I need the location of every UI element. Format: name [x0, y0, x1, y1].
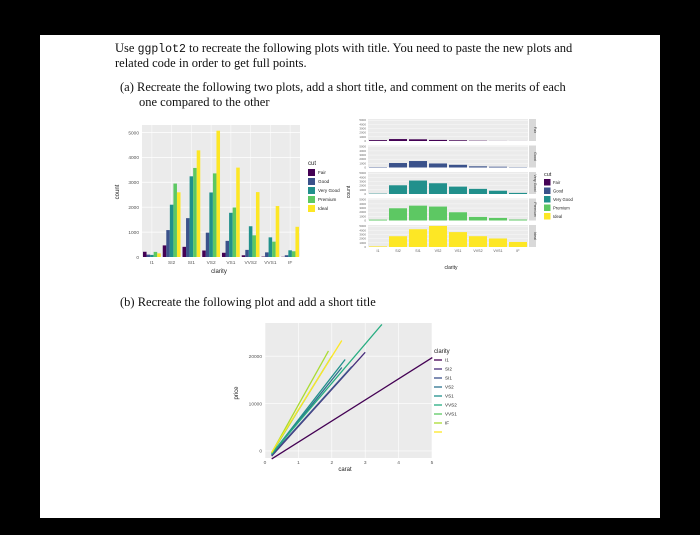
chart2-ytick: 4000: [359, 122, 366, 127]
chart1-legend-key: [308, 205, 315, 212]
chart2-ytick: 3000: [359, 126, 366, 131]
chart2-ytick: 3000: [359, 206, 366, 211]
chart2-xtick: VS1: [454, 249, 462, 253]
chart1-bar: [229, 213, 233, 257]
chart2-ytick: 0: [364, 245, 366, 249]
chart1-bar: [256, 192, 260, 257]
chart1-bar: [245, 250, 249, 257]
chart1-bar: [269, 237, 273, 257]
chart2-legend-label: Premium: [553, 205, 570, 211]
chart2-ytick: 0: [364, 165, 366, 170]
chart2-ytick: 5000: [359, 224, 366, 229]
chart2-bar: [389, 139, 407, 141]
chart2-facet-label: Ideal: [533, 232, 538, 240]
chart2-facet-label: Fair: [533, 126, 538, 134]
chart3-xtick: 0: [263, 461, 267, 466]
chart2-ytick: 2000: [359, 210, 366, 215]
chart2-xlabel: clarity: [444, 265, 458, 271]
chart2-bar: [389, 208, 407, 220]
chart1-ytick: 2000: [128, 205, 139, 211]
chart3-legend-label: VS1: [445, 393, 454, 399]
chart2-legend-key: [544, 188, 551, 195]
chart2-bar: [489, 218, 507, 221]
chart1-bar: [173, 184, 177, 257]
chart2-legend-title: cut: [544, 172, 552, 178]
chart1-bar: [182, 247, 186, 257]
chart2-ytick: 4000: [359, 228, 366, 233]
chart2-bar: [449, 187, 467, 194]
chart1-ytick: 3000: [128, 181, 139, 187]
chart2-legend-key: [544, 205, 551, 212]
chart1-xtick: IF: [287, 261, 293, 266]
chart2-bar: [489, 239, 507, 247]
chart2-legend-key: [544, 213, 551, 220]
chart1-bar: [177, 192, 181, 257]
chart2-bar: [429, 140, 447, 141]
part-b-line-1: (b) Recreate the following plot and add a short title: [120, 295, 376, 309]
chart2-ytick: 5000: [359, 118, 366, 123]
faceted-bar-chart: [346, 117, 576, 277]
chart2-ytick: 4000: [359, 175, 366, 180]
chart2-ytick: 2000: [359, 236, 366, 241]
part-a-line-1: (a) Recreate the following two plots, add a short title, and comment on the merits of each: [120, 80, 566, 94]
chart1-bar: [292, 251, 296, 257]
chart2-ytick: 5000: [359, 197, 366, 202]
chart2-bar: [469, 189, 487, 194]
chart1-bar: [166, 230, 170, 257]
chart2-bar: [389, 163, 407, 167]
instructions-line-1: Use ggplot2 to recreate the following plots with title. You need to paste the new plots and: [115, 41, 573, 56]
chart2-bar: [369, 140, 387, 141]
chart3-xtick: 1: [297, 461, 300, 466]
part-a-line-2: one compared to the other: [139, 95, 270, 109]
chart3-legend-label: I1: [445, 357, 449, 363]
chart3-xtick: 5: [430, 461, 434, 466]
chart1-bar: [288, 250, 292, 257]
ggplot2-code: ggplot2: [137, 43, 186, 56]
chart1-legend-label: Very Good: [318, 188, 340, 193]
chart1-legend-key: [308, 178, 315, 185]
chart2-bar: [469, 166, 487, 167]
chart1-bar: [265, 252, 269, 257]
chart2-xtick: SI1: [415, 249, 421, 253]
chart2-facet-label: Good: [533, 152, 538, 161]
chart1-xtick: I1: [149, 261, 154, 266]
chart2-bar: [409, 161, 427, 167]
chart1-bar: [276, 206, 280, 257]
chart2-bar: [489, 167, 507, 168]
chart1-legend-title: cut: [308, 161, 317, 167]
chart2-xtick: IF: [516, 249, 520, 253]
chart2-ytick: 0: [364, 192, 366, 196]
chart2-bar: [429, 226, 447, 247]
chart2-ytick: 1000: [359, 134, 366, 139]
chart2-legend-label: Fair: [553, 179, 561, 185]
chart1-legend-label: Ideal: [318, 206, 328, 211]
chart2-xtick: I1: [376, 249, 380, 253]
chart1-ytick: 4000: [128, 156, 139, 162]
chart2-ylabel: count: [346, 185, 352, 199]
chart2-xtick: VS2: [434, 249, 442, 253]
chart2-bar: [449, 140, 467, 141]
chart2-bar: [449, 165, 467, 168]
chart1-legend-key: [308, 187, 315, 194]
chart2-ytick: 5000: [359, 144, 366, 149]
chart1-legend-key: [308, 169, 315, 176]
chart2-ytick: 2000: [359, 183, 366, 188]
chart1-bar: [209, 192, 213, 257]
chart2-ytick: 4000: [359, 201, 366, 206]
chart3-legend-label: SI1: [445, 375, 452, 381]
chart1-bar: [143, 252, 147, 257]
chart3-xtick: 2: [330, 461, 334, 466]
chart1-xtick: VS2: [206, 261, 216, 266]
chart3-legend-label: VS2: [445, 384, 454, 390]
chart3-ytick: 20000: [248, 354, 262, 360]
chart2-ytick: 0: [364, 139, 366, 143]
chart1-bar: [147, 255, 151, 257]
chart1-bar: [206, 233, 210, 257]
chart3-xlabel: carat: [338, 467, 352, 473]
chart2-legend-label: Good: [553, 188, 564, 194]
chart1-bar: [150, 255, 154, 257]
chart1-bar: [222, 253, 226, 257]
chart2-bar: [409, 139, 427, 141]
chart3-legend-label: VVS1: [445, 411, 457, 417]
chart2-ytick: 1000: [359, 214, 366, 219]
chart2-bar: [409, 229, 427, 247]
chart2-ytick: 5000: [359, 171, 366, 176]
chart1-bar: [202, 250, 206, 257]
chart2-ytick: 1000: [359, 161, 366, 166]
chart1-bar: [295, 227, 299, 257]
chart2-bar: [469, 217, 487, 221]
chart1-bar: [197, 150, 201, 257]
chart3-xtick: 3: [363, 461, 367, 466]
chart2-ytick: 3000: [359, 232, 366, 237]
chart1-bar: [157, 253, 161, 257]
chart1-legend-label: Good: [318, 179, 330, 184]
chart2-ytick: 1000: [359, 187, 366, 192]
chart2-ytick: 0: [364, 218, 366, 223]
chart2-legend-key: [544, 196, 551, 203]
chart2-ytick: 2000: [359, 130, 366, 135]
chart3-legend-label: VVS2: [445, 402, 457, 408]
chart2-bar: [389, 185, 407, 194]
chart1-bar: [252, 235, 256, 257]
chart3-legend-label: IF: [445, 420, 450, 426]
chart1-ytick: 1000: [128, 230, 139, 236]
chart2-facet-label: Very Good: [533, 174, 538, 192]
chart1-bar: [216, 131, 220, 257]
chart3-ylabel: price: [234, 386, 240, 400]
chart1-legend-label: Fair: [318, 170, 326, 175]
chart1-ylabel: count: [115, 184, 121, 200]
chart1-bar: [213, 173, 217, 257]
chart3-legend-title: clarity: [434, 349, 450, 355]
chart1-xtick: SI2: [168, 261, 176, 266]
chart2-ytick: 4000: [359, 148, 366, 153]
chart2-bar: [489, 191, 507, 194]
chart2-bar: [369, 246, 387, 247]
chart1-xlabel: clarity: [211, 269, 227, 275]
chart1-bar: [186, 218, 190, 257]
chart1-bar: [190, 176, 194, 257]
chart3-xtick: 4: [397, 461, 400, 466]
chart1-bar: [285, 255, 289, 257]
chart1-bar: [236, 168, 240, 257]
chart1-ytick: 0: [136, 255, 139, 261]
chart1-xtick: VS1: [226, 261, 236, 266]
chart3-ytick: 0: [259, 449, 262, 455]
chart1-ytick: 5000: [128, 131, 139, 137]
chart2-bar: [409, 181, 427, 194]
chart2-ytick: 2000: [359, 157, 366, 162]
chart1-xtick: VVS2: [244, 261, 257, 266]
dodged-bar-chart: [112, 117, 340, 277]
chart1-xtick: SI1: [187, 261, 195, 266]
chart2-bar: [449, 212, 467, 220]
chart2-xtick: VVS1: [493, 249, 503, 253]
chart1-xtick: VVS1: [264, 261, 277, 266]
document-page: [40, 35, 660, 518]
chart2-ytick: 1000: [359, 240, 366, 245]
chart1-bar: [242, 255, 246, 257]
chart2-bar: [509, 220, 527, 221]
chart2-bar: [389, 236, 407, 247]
chart1-legend-key: [308, 196, 315, 203]
chart3-panel: [265, 323, 432, 458]
chart2-bar: [509, 242, 527, 247]
chart1-bar: [154, 252, 158, 257]
chart2-facet-label: Premium: [533, 202, 538, 217]
chart2-bar: [409, 206, 427, 221]
chart2-legend-label: Very Good: [553, 196, 573, 202]
chart2-bar: [509, 193, 527, 194]
chart2-bar: [469, 236, 487, 247]
chart2-legend-key: [544, 179, 551, 186]
chart2-legend-label: Ideal: [553, 213, 563, 219]
chart1-bar: [249, 226, 253, 257]
chart1-bar: [170, 205, 174, 257]
chart2-bar: [449, 232, 467, 247]
chart2-bar: [429, 207, 447, 221]
chart2-facet-panel: [368, 119, 528, 141]
chart1-legend-label: Premium: [318, 197, 337, 202]
chart1-bar: [163, 245, 167, 257]
price-carat-line-chart: [230, 320, 460, 480]
chart2-ytick: 3000: [359, 153, 366, 158]
chart1-bar: [226, 241, 230, 257]
chart2-bar: [429, 163, 447, 167]
chart2-xtick: SI2: [395, 249, 401, 253]
chart1-bar: [272, 242, 276, 257]
chart1-bar: [193, 168, 197, 257]
chart2-bar: [369, 220, 387, 221]
instructions-line-2: related code in order to get full points.: [115, 56, 307, 70]
chart3-ytick: 10000: [248, 402, 262, 408]
chart2-bar: [429, 183, 447, 194]
chart2-ytick: 3000: [359, 179, 366, 184]
chart1-bar: [233, 207, 237, 257]
chart3-legend-label: SI2: [445, 366, 452, 372]
chart2-xtick: VVS2: [473, 249, 483, 253]
